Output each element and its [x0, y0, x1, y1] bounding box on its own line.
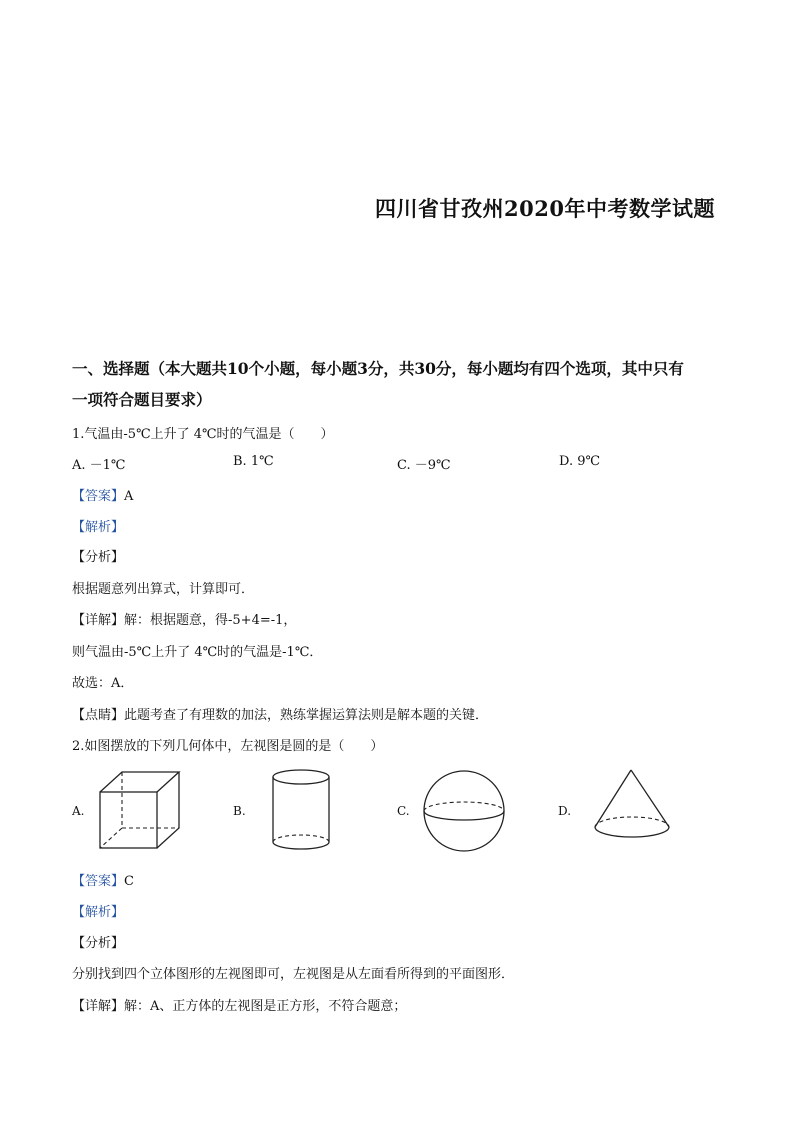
- q1-fenxi-heading: 【分析】: [72, 550, 125, 565]
- q2-stem: 2.如图摆放的下列几何体中，左视图是圆的是（ ）: [72, 739, 384, 754]
- q1-option-c: C. －9℃: [397, 458, 451, 473]
- q2-figure-label-b: B.: [233, 804, 246, 818]
- cone-figure: [590, 766, 676, 850]
- q2-figure-label-c: C.: [397, 804, 410, 818]
- q2-fenxi-text: 分别找到四个立体图形的左视图即可，左视图是从左面看所得到的平面图形．: [72, 967, 515, 982]
- q1-jiexi-tag: 【解析】: [72, 520, 125, 535]
- q2-fenxi-heading: 【分析】: [72, 936, 125, 951]
- cylinder-top-ellipse: [273, 770, 329, 784]
- cone-base-front-arc: [595, 827, 669, 837]
- sphere-equator-back: [424, 802, 504, 811]
- q1-fenxi-text: 根据题意列出算式，计算即可．: [72, 582, 255, 597]
- cube-right-face: [157, 772, 179, 848]
- cone-base-back-arc: [595, 817, 669, 827]
- q2-xiangjie-tag: 【详解】: [72, 999, 125, 1014]
- q1-xiangjie-tag: 【详解】: [72, 613, 125, 628]
- q1-xiangjie-text: 解：根据题意，得-5+4=-1，: [124, 613, 297, 628]
- section-heading-line2: 一项符合题目要求）: [72, 390, 212, 409]
- q1-xiangjie: [72, 609, 296, 628]
- q1-option-a: A. －1℃: [72, 458, 126, 473]
- section-heading-line1: 一、选择题（本大题共10个小题，每小题3分，共30分，每小题均有四个选项，其中只有: [72, 359, 684, 378]
- q2-jiexi: [72, 901, 124, 920]
- q1-option-d: D. 9℃: [559, 454, 601, 469]
- cylinder-bottom-back-arc: [273, 835, 329, 842]
- sphere-equator-front: [424, 811, 504, 820]
- q1-solution-line2: 则气温由-5℃上升了 4℃时的气温是-1℃．: [72, 645, 323, 660]
- q2-answer-value: C: [124, 874, 134, 889]
- q1-dianjing-text: 此题考查了有理数的加法，熟练掌握运算法则是解本题的关键．: [124, 708, 489, 723]
- q2-answer: [72, 870, 134, 889]
- page-title: 四川省甘孜州2020年中考数学试题: [375, 196, 715, 221]
- cube-top-face: [100, 772, 179, 792]
- cylinder-bottom-front-arc: [273, 842, 329, 849]
- q1-jiexi: [72, 516, 124, 535]
- q1-answer: [72, 485, 133, 504]
- q1-dianjing-tag: 【点睛】: [72, 708, 125, 723]
- q1-choose: 故选：A．: [72, 676, 134, 691]
- q1-option-b: B. 1℃: [233, 454, 274, 469]
- q2-jiexi-tag: 【解析】: [72, 905, 125, 920]
- q1-stem: 1.气温由-5℃上升了 4℃时的气温是（ ）: [72, 427, 334, 442]
- sphere-figure: [420, 768, 510, 854]
- cube-hidden-edge-diagonal: [100, 828, 122, 848]
- cube-figure: [95, 770, 185, 852]
- sphere-outline: [424, 771, 504, 851]
- q1-answer-value: A: [124, 489, 134, 504]
- q2-figure-label-a: A.: [72, 804, 85, 818]
- q1-dianjing: [72, 704, 488, 723]
- q1-answer-tag: 【答案】: [72, 489, 125, 504]
- q2-answer-tag: 【答案】: [72, 874, 125, 889]
- q2-xiangjie: [72, 995, 406, 1014]
- q2-figure-label-d: D.: [558, 804, 572, 818]
- q2-xiangjie-text: 解：A、正方体的左视图是正方形，不符合题意；: [124, 999, 407, 1014]
- cylinder-figure: [268, 768, 334, 854]
